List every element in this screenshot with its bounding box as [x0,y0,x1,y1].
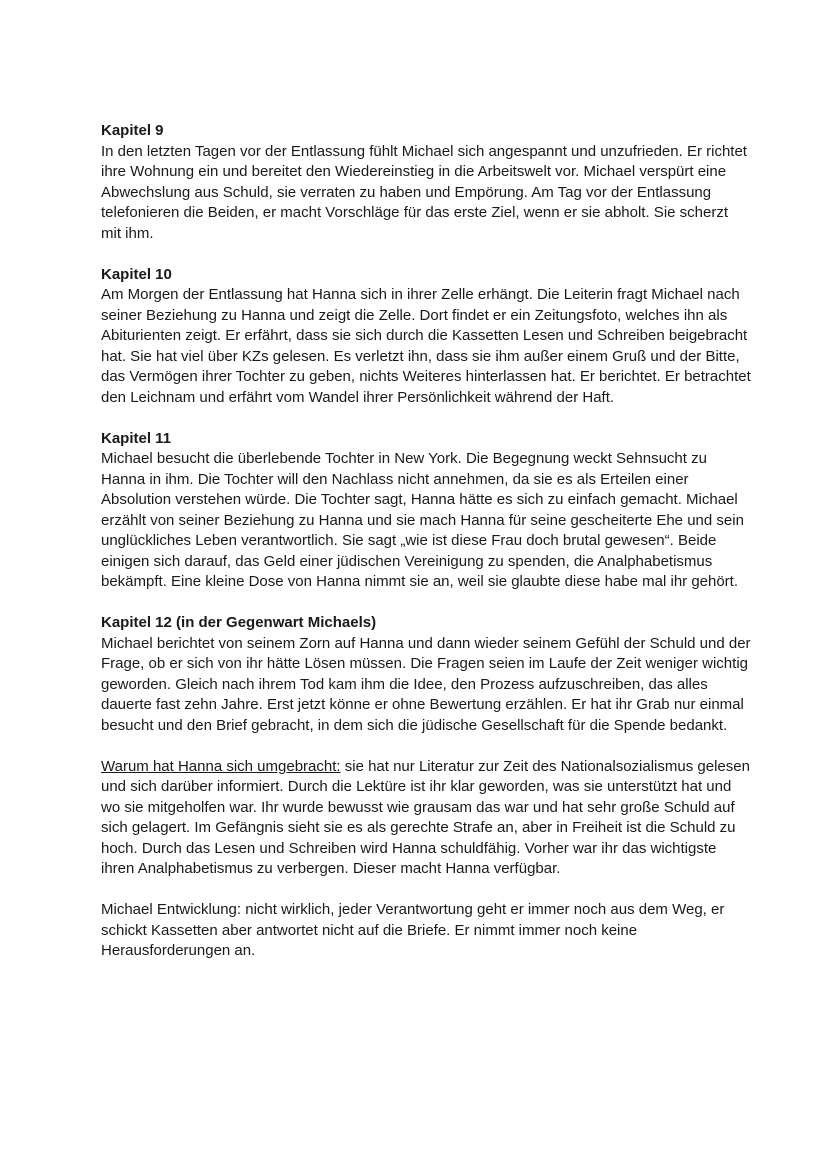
chapter-11-section [101,429,751,593]
chapter-12-text: Michael berichtet von seinem Zorn auf Hanna und dann wieder seinem Gefühl der Schuld und der Frage, ob er sich von ihr hätte Lösen müssen. Die Fragen seien im Laufe der Zeit weniger wichtig geworden. Gleich nach ihrem Tod kam ihm die Idee, den Prozess aufzuschreiben, das alles dauerte fast zehn Jahre. Erst jetzt könne er ohne Bewertung erzählen. Er hat ihr Grab nur einmal besucht und den Brief gebracht, in dem sich die jüdische Gesellschaft für die Spende bedankt. [101,634,751,734]
chapter-10-section [101,265,751,409]
chapter-10-heading: Kapitel 10 [101,265,172,283]
chapter-11-heading: Kapitel 11 [101,429,172,447]
chapter-9-text: In den letzten Tagen vor der Entlassung fühlt Michael sich angespannt und unzufrieden. Er richtet ihre Wohnung ein und bereitet den Wiedereinstieg in die Arbeitswelt vor. Michael verspürt eine Abwechslung aus Schuld, sie verraten zu haben und Empörung. Am Tag vor der Entlassung telefonieren die Beiden, er macht Vorschläge für das erste Ziel, wenn er sie abholt. Sie scherzt mit ihm. [101,142,747,242]
development-text: Michael Entwicklung: nicht wirklich, jeder Verantwortung geht er immer noch aus dem Weg, er schickt Kassetten aber antwortet nicht auf die Briefe. Er nimmt immer noch keine Herausforderungen an. [101,901,725,959]
development-paragraph [101,900,751,962]
chapter-10-text: Am Morgen der Entlassung hat Hanna sich in ihrer Zelle erhängt. Die Leiterin fragt Michael nach seiner Beziehung zu Hanna und zeigt die Zelle. Dort findet er ein Zeitungsfoto, welches ihn als Abiturienten zeigt. Er erfährt, dass sie sich durch die Kassetten Lesen und Schreiben beigebracht hat. Sie hat viel über KZs gelesen. Es verletzt ihn, dass sie ihm außer einem Gruß und der Bitte, das Vermögen ihrer Tochter zu geben, nichts Weiteres hinterlassen hat. Er berichtet. Er betrachtet den Leichnam und erfährt vom Wandel ihrer Persönlichkeit während der Haft. [101,286,751,406]
chapter-11-text: Michael besucht die überlebende Tochter in New York. Die Begegnung weckt Sehnsucht zu Hanna in ihm. Die Tochter will den Nachlass nicht annehmen, da sie es als Erteilen einer Absolution verstehen würde. Die Tochter sagt, Hanna hätte es sich zu einfach gemacht. Michael erzählt von seiner Beziehung zu Hanna und sie mach Hanna für seine gescheiterte Ehe und sein unglückliches Leben verantwortlich. Sie sagt „wie ist diese Frau doch brutal gewesen“. Beide einigen sich darauf, das Geld einer jüdischen Vereinigung zu spenden, die Analphabetismus bekämpft. Eine kleine Dose von Hanna nimmt sie an, weil sie glaubte diese habe mal ihr gehört. [101,450,744,590]
suicide-reason-text: sie hat nur Literatur zur Zeit des Nationalsozialismus gelesen und sich darüber informiert. Durch die Lektüre ist ihr klar geworden, was sie unterstützt hat und wo sie mitgeholfen war. Ihr wurde bewusst wie grausam das war und hat sehr große Schuld auf sich gelagert. Im Gefängnis sieht sie es als gerechte Strafe an, aber in Freiheit ist die Schuld zu hoch. Durch das Lesen und Schreiben wird Hanna schuldfähig. Vorher war ihr das wichtigste ihren Analphabetismus zu verbergen. Dieser macht Hanna verfügbar. [101,757,750,877]
document-body [101,121,751,982]
chapter-9-section [101,121,751,244]
chapter-12-section [101,613,751,736]
chapter-9-heading: Kapitel 9 [101,122,164,139]
suicide-reason-label: Warum hat Hanna sich umgebracht: [101,757,341,775]
suicide-reason-paragraph [101,757,751,880]
chapter-12-heading: Kapitel 12 (in der Gegenwart Michaels) [101,614,377,631]
